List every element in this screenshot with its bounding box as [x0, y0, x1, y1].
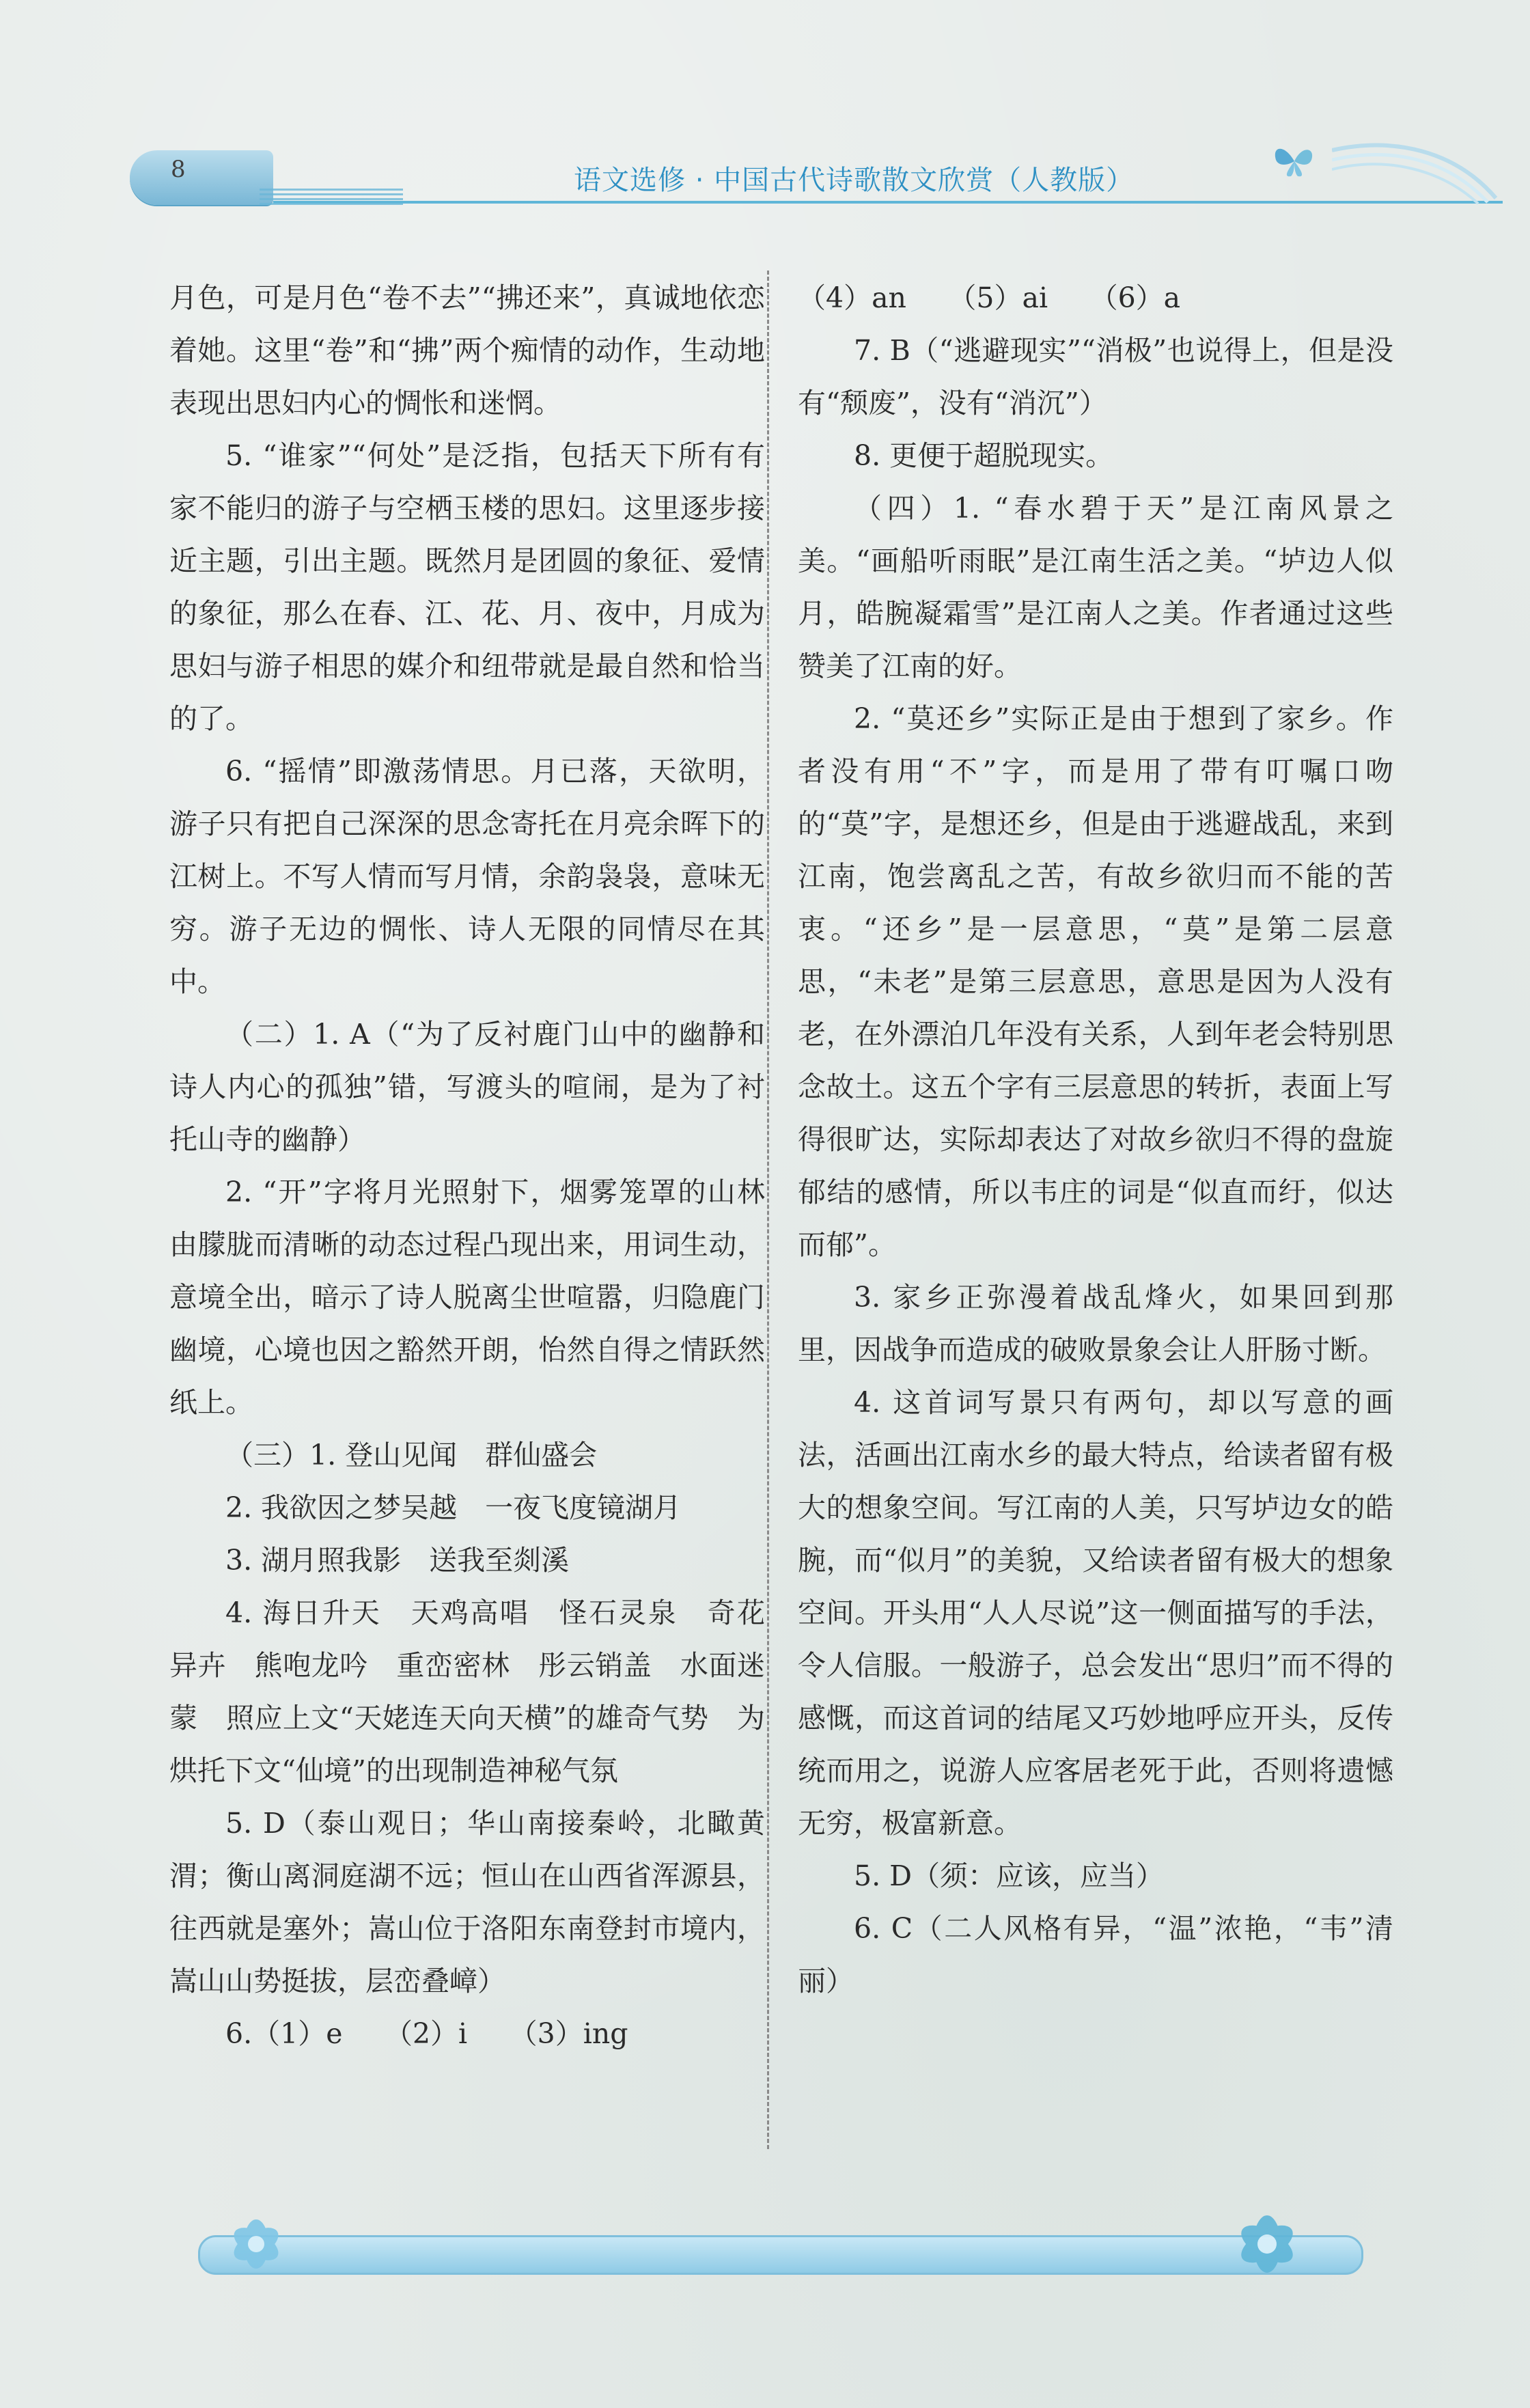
- flower-icon: [205, 2193, 307, 2295]
- paragraph: 5. “谁家”“何处”是泛指，包括天下所有有家不能归的游子与空栖玉楼的思妇。这里逐步接近主题，引出主题。既然月是团圆的象征、爱情的象征，那么在春、江、花、月、夜中，月成为思妇与游子相思的媒介和纽带就是最自然和恰当的了。: [169, 439, 765, 735]
- flower-icon: [1216, 2193, 1318, 2295]
- header-rule: [273, 201, 1503, 204]
- paragraph: 2. 我欲因之梦吴越 一夜飞度镜湖月: [225, 1491, 682, 1524]
- running-title: 语文选修 · 中国古代诗歌散文欣赏（人教版）: [574, 165, 1135, 196]
- left-column: [169, 272, 765, 2060]
- paragraph: （三）1. 登山见闻 群仙盛会: [225, 1439, 598, 1471]
- paragraph: 2. “开”字将月光照射下，烟雾笼罩的山林由朦胧而清晰的动态过程凸现出来，用词生动，意境全出，暗示了诗人脱离尘世喧嚣，归隐鹿门幽境，心境也因之豁然开朗，怡然自得之情跃然纸上。: [169, 1176, 765, 1419]
- paragraph: 4. 海日升天 天鸡高唱 怪石灵泉 奇花异卉 熊咆龙吟 重峦密林 彤云销盖 水面迷蒙 照应上文“天姥连天向天横”的雄奇气势 为烘托下文“仙境”的出现制造神秘气氛: [169, 1596, 765, 1787]
- paragraph: 3. 湖月照我影 送我至剡溪: [225, 1544, 570, 1577]
- page-header: [0, 0, 1530, 225]
- paragraph: 2. “莫还乡”实际正是由于想到了家乡。作者没有用“不”字，而是用了带有叮嘱口吻的“莫”字，是想还乡，但是由于逃避战乱，来到江南，饱尝离乱之苦，有故乡欲归而不能的苦衷。“还乡”是一层意思，“莫”是第二层意思，“未老”是第三层意思，意思是因为人没有老，在外漂泊几年没有关系，人到年老会特别思念故土。这五个字有三层意思的转折，表面上写得很旷达，实际却表达了对故乡欲归不得的盘旋郁结的感情，所以韦庄的词是“似直而纡，似达而郁”。: [798, 702, 1393, 1261]
- paragraph: 月色，可是月色“卷不去”“拂还来”，真诚地依恋着她。这里“卷”和“拂”两个痴情的动作，生动地表现出思妇内心的惆怅和迷惘。: [169, 281, 765, 419]
- paragraph: 6. “摇情”即激荡情思。月已落，天欲明，游子只有把自己深深的思念寄托在月亮余晖下的江树上。不写人情而写月情，余韵袅袅，意味无穷。游子无边的惆怅、诗人无限的同情尽在其中。: [169, 755, 765, 998]
- page-number: 8: [171, 156, 186, 183]
- column-divider: [767, 271, 769, 2149]
- paragraph: （4）an （5）ai （6）a: [798, 281, 1181, 314]
- paragraph: 5. D（泰山观日；华山南接秦岭，北瞰黄渭；衡山离洞庭湖不远；恒山在山西省浑源县，往西就是塞外；嵩山位于洛阳东南登封市境内，嵩山山势挺拔，层峦叠嶂）: [169, 1807, 765, 1997]
- page-number-tab: [130, 150, 273, 205]
- footer-decoration: [198, 2235, 1363, 2275]
- paragraph: 4. 这首词写景只有两句，却以写意的画法，活画出江南水乡的最大特点，给读者留有极大的想象空间。写江南的人美，只写垆边女的皓腕，而“似月”的美貌，又给读者留有极大的想象空间。开头用“人人尽说”这一侧面描写的手法，令人信服。一般游子，总会发出“思归”而不得的感慨，而这首词的结尾又巧妙地呼应开头，反传统而用之，说游人应客居老死于此，否则将遗憾无穷，极富新意。: [798, 1386, 1393, 1840]
- paragraph: 3. 家乡正弥漫着战乱烽火，如果回到那里，因战争而造成的破败景象会让人肝肠寸断。: [798, 1281, 1393, 1366]
- header-swoosh-decoration: [1332, 137, 1503, 205]
- paragraph: 5. D（须：应该，应当）: [854, 1859, 1165, 1892]
- paragraph: 8. 更便于超脱现实。: [854, 439, 1114, 472]
- paragraph: 7. B（“逃避现实”“消极”也说得上，但是没有“颓废”，没有“消沉”）: [798, 334, 1393, 419]
- paragraph: （四）1. “春水碧于天”是江南风景之美。“画船听雨眠”是江南生活之美。“垆边人似月，皓腕凝霜雪”是江南人之美。作者通过这些赞美了江南的好。: [798, 492, 1393, 682]
- paragraph: （二）1. A（“为了反衬鹿门山中的幽静和诗人内心的孤独”错，写渡头的喧闹，是为了衬托山寺的幽静）: [169, 1018, 765, 1156]
- paragraph: 6.（1）e （2）i （3）ing: [225, 2017, 628, 2050]
- paragraph: 6. C（二人风格有异，“温”浓艳，“韦”清丽）: [798, 1912, 1393, 1997]
- right-column: [798, 272, 1393, 2008]
- butterfly-icon: [1270, 142, 1318, 180]
